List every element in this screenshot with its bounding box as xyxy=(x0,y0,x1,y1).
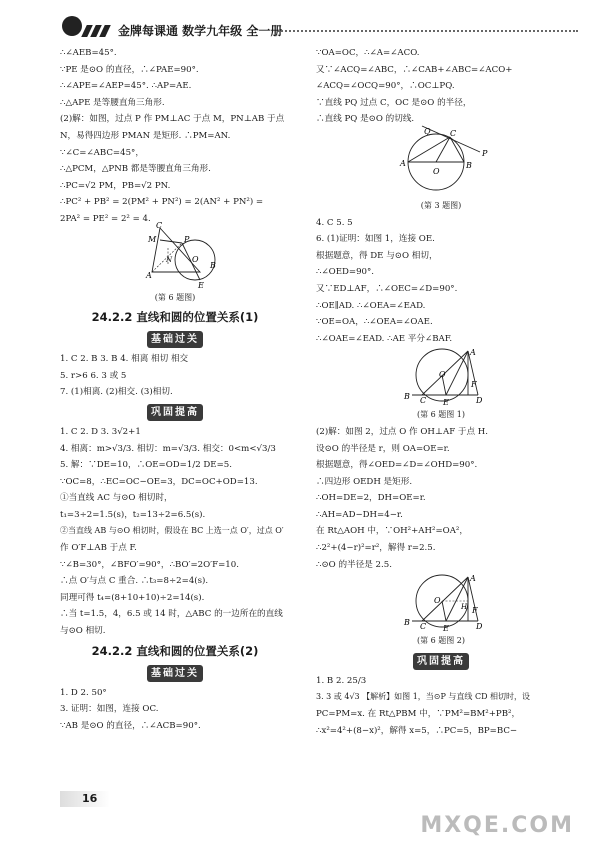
text-line: ∴PC=√2 PM，PB=√2 PN. xyxy=(60,180,171,191)
answer-block-g xyxy=(316,424,566,573)
svg-text:Q: Q xyxy=(424,126,431,136)
answer-block-h xyxy=(316,673,566,739)
text-line: ②当直线 AB 与⊙O 相切时，假设在 BC 上选一点 O′，过点 O′ xyxy=(60,526,284,536)
section-title: 24.2.2 直线和圆的位置关系(1) xyxy=(91,310,259,325)
section-badge: 基础过关 xyxy=(147,665,203,682)
header-dotted-line xyxy=(278,30,578,32)
svg-text:B: B xyxy=(210,260,216,270)
svg-text:D: D xyxy=(476,396,483,406)
text-line: (2)解：如图 2，过点 O 作 OH⊥AF 于点 H. xyxy=(316,426,489,437)
text-line: ∴点 O′与点 C 重合. ∴t₃=8÷2=4(s). xyxy=(60,576,209,587)
svg-text:P: P xyxy=(482,148,488,158)
text-line: N，易得四边形 PMAN 是矩形. ∴PM=AN. xyxy=(60,130,231,141)
text-line: 同理可得 t₄=(8+10+10)÷2=14(s). xyxy=(60,592,205,603)
right-column xyxy=(316,45,566,739)
svg-text:O: O xyxy=(192,254,199,264)
text-line: 4. C 5. 5 xyxy=(316,217,353,228)
section-badge: 基础过关 xyxy=(147,331,203,348)
svg-text:E: E xyxy=(443,398,449,408)
svg-text:C: C xyxy=(450,128,457,138)
text-line: ∴△PCM，△PNB 都是等腰直角三角形. xyxy=(60,164,211,175)
text-line: ∴2²+(4−r)²=r²，解得 r=2.5. xyxy=(316,543,436,554)
text-line: 7. (1)相离. (2)相交. (3)相切. xyxy=(60,387,173,398)
figure-caption: (第 3 题图) xyxy=(420,200,462,210)
text-line: 1. C 2. D 3. 3√2+1 xyxy=(60,426,141,437)
text-line: ∴∠AEB=45°. xyxy=(60,48,117,58)
text-line: ∵AB 是⊙O 的直径，∴∠ACB=90°. xyxy=(60,720,201,731)
text-line: ∵∠C=∠ABC=45°， xyxy=(60,147,144,158)
text-line: ∴AH=AD−DH=4−r. xyxy=(316,509,403,520)
medal-logo-icon xyxy=(62,16,82,36)
text-line: t₁=3÷2=1.5(s)，t₂=13÷2=6.5(s). xyxy=(60,509,206,520)
figure-q6-1 xyxy=(316,347,566,407)
svg-text:C: C xyxy=(156,220,163,230)
svg-text:N: N xyxy=(166,255,173,264)
figure-q3 xyxy=(316,128,566,198)
text-line: ∵直线 PQ 过点 C，OC 是⊙O 的半径， xyxy=(316,97,472,108)
geometry-figure-6 xyxy=(60,220,290,290)
text-line: ∴∠APE=∠AEP=45°. ∴AP=AE. xyxy=(60,81,192,92)
left-column xyxy=(60,45,290,734)
answer-block-c xyxy=(60,424,290,640)
text-line: ∴直线 PQ 是⊙O 的切线. xyxy=(316,114,415,125)
text-line: 5. 解：∵DE=10，∴OE=OD=1/2 DE=5. xyxy=(60,460,232,471)
text-line: 6. (1)证明：如图 1，连接 OE. xyxy=(316,234,435,245)
text-line: 作 O′F⊥AB 于点 F. xyxy=(60,543,137,554)
text-line: 根据题意，得∠OED=∠D=∠OHD=90°. xyxy=(316,460,478,471)
text-line: ∵OC=8，∴EC=OC−OE=3，DC=OC+OD=13. xyxy=(60,476,258,487)
svg-text:A: A xyxy=(470,348,476,358)
page-number: 16 xyxy=(60,791,110,807)
text-line: ∴x²=4²+(8−x)²，解得 x=5，∴PC=5，BP=BC− xyxy=(316,725,518,736)
text-line: 1. D 2. 50° xyxy=(60,687,107,698)
svg-text:C: C xyxy=(420,396,427,406)
svg-text:D: D xyxy=(476,622,483,632)
text-line: ∴当 t=1.5，4，6.5 或 14 时，△ABC 的一边所在的直线 xyxy=(60,609,283,620)
svg-text:B: B xyxy=(466,160,472,170)
svg-text:P: P xyxy=(184,234,190,244)
text-line: 又∵∠ACQ=∠ABC，∴∠CAB+∠ABC=∠ACO+ xyxy=(316,64,513,75)
text-line: 设⊙O 的半径是 r，则 OA=OE=r. xyxy=(316,443,450,454)
text-line: 5. r>6 6. 3 或 5 xyxy=(60,370,127,381)
text-line: 4. 相离：m>√3/3. 相切：m=√3/3. 相交：0<m<√3/3 xyxy=(60,443,276,454)
svg-text:F: F xyxy=(471,380,477,390)
text-line: (2)解：如图，过点 P 作 PM⊥AC 于点 M，PN⊥AB 于点 xyxy=(60,114,285,125)
text-line: 又∵ED⊥AF，∴∠OEC=∠D=90°. xyxy=(316,283,458,294)
figure-q6 xyxy=(60,220,290,290)
text-line: 根据题意，得 DE 与⊙O 相切， xyxy=(316,250,438,261)
figure-caption: (第 6 题图 2) xyxy=(416,636,466,646)
text-line: ∵PE 是⊙O 的直径，∴∠PAE=90°. xyxy=(60,64,199,75)
answer-block-a xyxy=(60,45,290,228)
answer-block-f xyxy=(316,215,566,348)
text-line: ∴PC² + PB² = 2(PM² + PN²) = 2(AN² + PN²) = xyxy=(60,197,264,208)
text-line: ∵OA=OC，∴∠A=∠ACO. xyxy=(316,48,420,58)
figure-q6-2 xyxy=(316,573,566,633)
text-line: ①当直线 AC 与⊙O 相切时， xyxy=(60,493,173,504)
svg-text:A: A xyxy=(400,158,406,168)
svg-text:O: O xyxy=(433,166,440,176)
geometry-figure-3 xyxy=(316,128,566,198)
text-line: 1. B 2. 25/3 xyxy=(316,675,367,686)
text-line: ∠ACQ=∠OCQ=90°，∴OC⊥PQ. xyxy=(316,81,455,92)
svg-text:B: B xyxy=(404,392,410,402)
text-line: 在 Rt△AOH 中，∵OH²+AH²=OA²， xyxy=(316,526,468,537)
svg-text:H: H xyxy=(461,603,468,612)
svg-text:C: C xyxy=(420,622,427,632)
svg-text:O: O xyxy=(439,370,446,380)
answer-block-b xyxy=(60,351,290,401)
header-title: 金牌每课通 数学九年级 全一册 xyxy=(118,24,283,38)
svg-text:B: B xyxy=(404,618,410,628)
section-badge: 巩固提高 xyxy=(413,653,469,670)
section-badge: 巩固提高 xyxy=(147,404,203,421)
text-line: ∴OH=DE=2，DH=OE=r. xyxy=(316,493,426,504)
text-line: ∴四边形 OEDH 是矩形. xyxy=(316,476,413,487)
svg-text:O: O xyxy=(434,596,441,606)
svg-text:E: E xyxy=(198,280,204,290)
answer-block-e xyxy=(316,45,566,128)
text-line: ∴OE∥AD. ∴∠OEA=∠EAD. xyxy=(316,300,426,311)
text-line: ∵OE=OA，∴∠OEA=∠OAE. xyxy=(316,317,433,328)
text-line: ∴⊙O 的半径是 2.5. xyxy=(316,559,392,570)
text-line: 2PA² = PE² = 2² = 4. xyxy=(60,213,151,224)
answer-block-d xyxy=(60,685,290,735)
text-line: 3. 证明：如图，连接 OC. xyxy=(60,704,159,715)
text-line: ∴∠OAE=∠EAD. ∴AE 平分∠BAF. xyxy=(316,333,453,344)
text-line: ∵∠B=30°，∠BFO′=90°，∴BO′=2O′F=10. xyxy=(60,559,239,570)
svg-text:M: M xyxy=(148,234,157,244)
svg-text:F: F xyxy=(472,606,478,616)
svg-text:A: A xyxy=(146,270,152,280)
geometry-figure-6-1 xyxy=(316,347,566,407)
text-line: PC=PM=x. 在 Rt△PBM 中，∵PM²=BM²+PB²， xyxy=(316,709,521,720)
stripe-decoration-icon xyxy=(84,22,111,41)
geometry-figure-6-2 xyxy=(316,573,566,633)
text-line: ∴△APE 是等腰直角三角形. xyxy=(60,97,165,108)
svg-text:E: E xyxy=(443,624,449,634)
figure-caption: (第 6 题图 1) xyxy=(416,410,466,420)
section-title: 24.2.2 直线和圆的位置关系(2) xyxy=(91,643,259,658)
figure-caption: (第 6 题图) xyxy=(154,292,196,302)
text-line: 与⊙O 相切. xyxy=(60,626,106,637)
text-line: ∴∠OED=90°. xyxy=(316,267,375,278)
svg-text:A: A xyxy=(470,574,476,584)
watermark: MXQE.COM xyxy=(420,813,574,838)
text-line: 3. 3 或 4√3 【解析】如图 1，当⊙P 与直线 CD 相切时，设 xyxy=(316,692,531,702)
text-line: 1. C 2. B 3. B 4. 相离 相切 相交 xyxy=(60,354,189,365)
page-header xyxy=(0,0,590,40)
